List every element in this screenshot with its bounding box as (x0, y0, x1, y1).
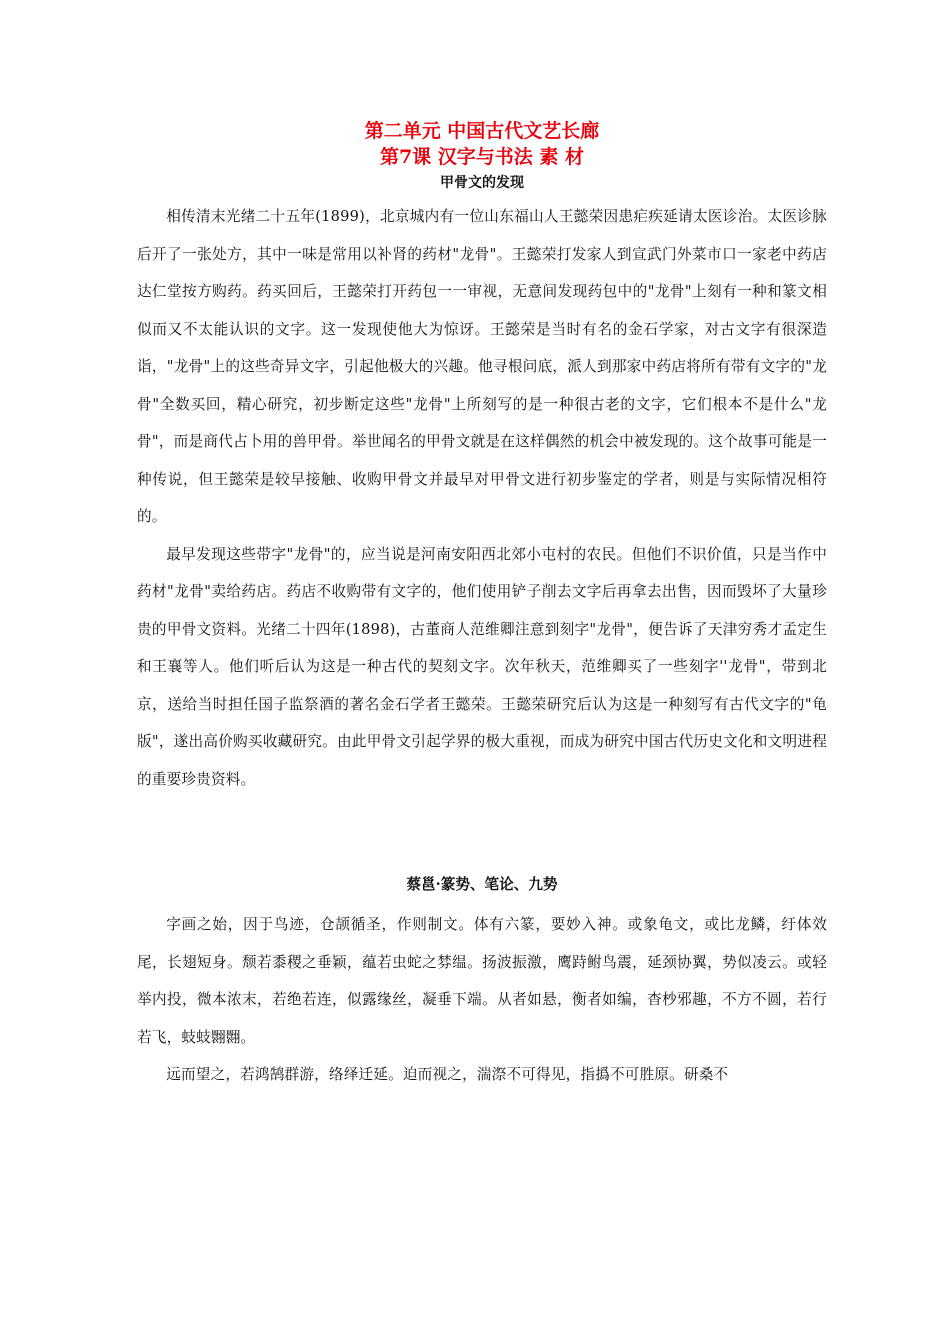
section-title-oracle-bones: 甲骨文的发现 (440, 175, 524, 191)
paragraph: 相传清末光绪二十五年(1899)，北京城内有一位山东福山人王懿荣因患疟疾延请太医诊治。太医诊脉后开了一张处方，其中一味是常用以补肾的药材"龙骨"。王懿荣打发家人到宣武门外菜市口一家老中药店达仁堂按方购药。药买回后，王懿荣打开药包一一审视，无意间发现药包中的"龙骨"上刻有一种和篆文相似而又不太能认识的文字。这一发现使他大为惊讶。王懿荣是当时有名的金石学家，对古文字有很深造诣，"龙骨"上的这些奇异文字，引起他极大的兴趣。他寻根问底，派人到那家中药店将所有带有文字的"龙骨"全数买回，精心研究，初步断定这些"龙骨"上所刻写的是一种很古老的文字，它们根本不是什么"龙骨"，而是商代占卜用的兽甲骨。举世闻名的甲骨文就是在这样偶然的机会中被发现的。这个故事可能是一种传说，但王懿荣是较早接触、收购甲骨文并最早对甲骨文进行初步鉴定的学者，则是与实际情况相符的。 (137, 208, 827, 525)
paragraph: 字画之始，因于鸟迹，仓颉循圣，作则制文。体有六篆，要妙入神。或象龟文，或比龙鳞，纡体效尾，长翅短身。颓若黍稷之垂颖，蕴若虫蛇之棼缊。扬波振激，鹰跱鲋鸟震，延颈协翼，势似凌云。或轻举内投，微本浓末，若绝若连，似露缘丝，凝垂下端。从者如悬，衡者如编，杳杪邪趣，不方不圆，若行若飞，蚑蚑翾翾。 (137, 916, 827, 1046)
document-page (137, 118, 827, 1094)
section-spacer (137, 798, 827, 874)
paragraph: 远而望之，若鸿鹄群游，络绎迁延。迫而视之，湍漈不可得见，指撝不可胜原。研桑不 (166, 1066, 729, 1083)
paragraph: 最早发现这些带字"龙骨"的，应当说是河南安阳西北郊小屯村的农民。但他们不识价值，只是当作中药材"龙骨"卖给药店。药店不收购带有文字的，他们使用铲子削去文字后再拿去出售，因而毁坏了大量珍贵的甲骨文资料。光绪二十四年(1898)，古董商人范维卿注意到刻字"龙骨"，便告诉了天津穷秀才孟定生和王襄等人。他们听后认为这是一种古代的契刻文字。次年秋天，范维卿买了一些刻字''龙骨"，带到北京，送给当时担任国子监祭酒的著名金石学者王懿荣。王懿荣研究后认为这是一种刻写有古代文字的"龟版"，遂出高价购买收藏研究。由此甲骨文引起学界的极大重视，而成为研究中国古代历史文化和文明进程的重要珍贵资料。 (137, 545, 827, 788)
section-title-cai-yong: 蔡邕·篆势、笔论、九势 (406, 876, 558, 893)
lesson-title: 第7课 汉字与书法 素 材 (379, 146, 585, 168)
unit-title: 第二单元 中国古代文艺长廊 (364, 120, 600, 142)
